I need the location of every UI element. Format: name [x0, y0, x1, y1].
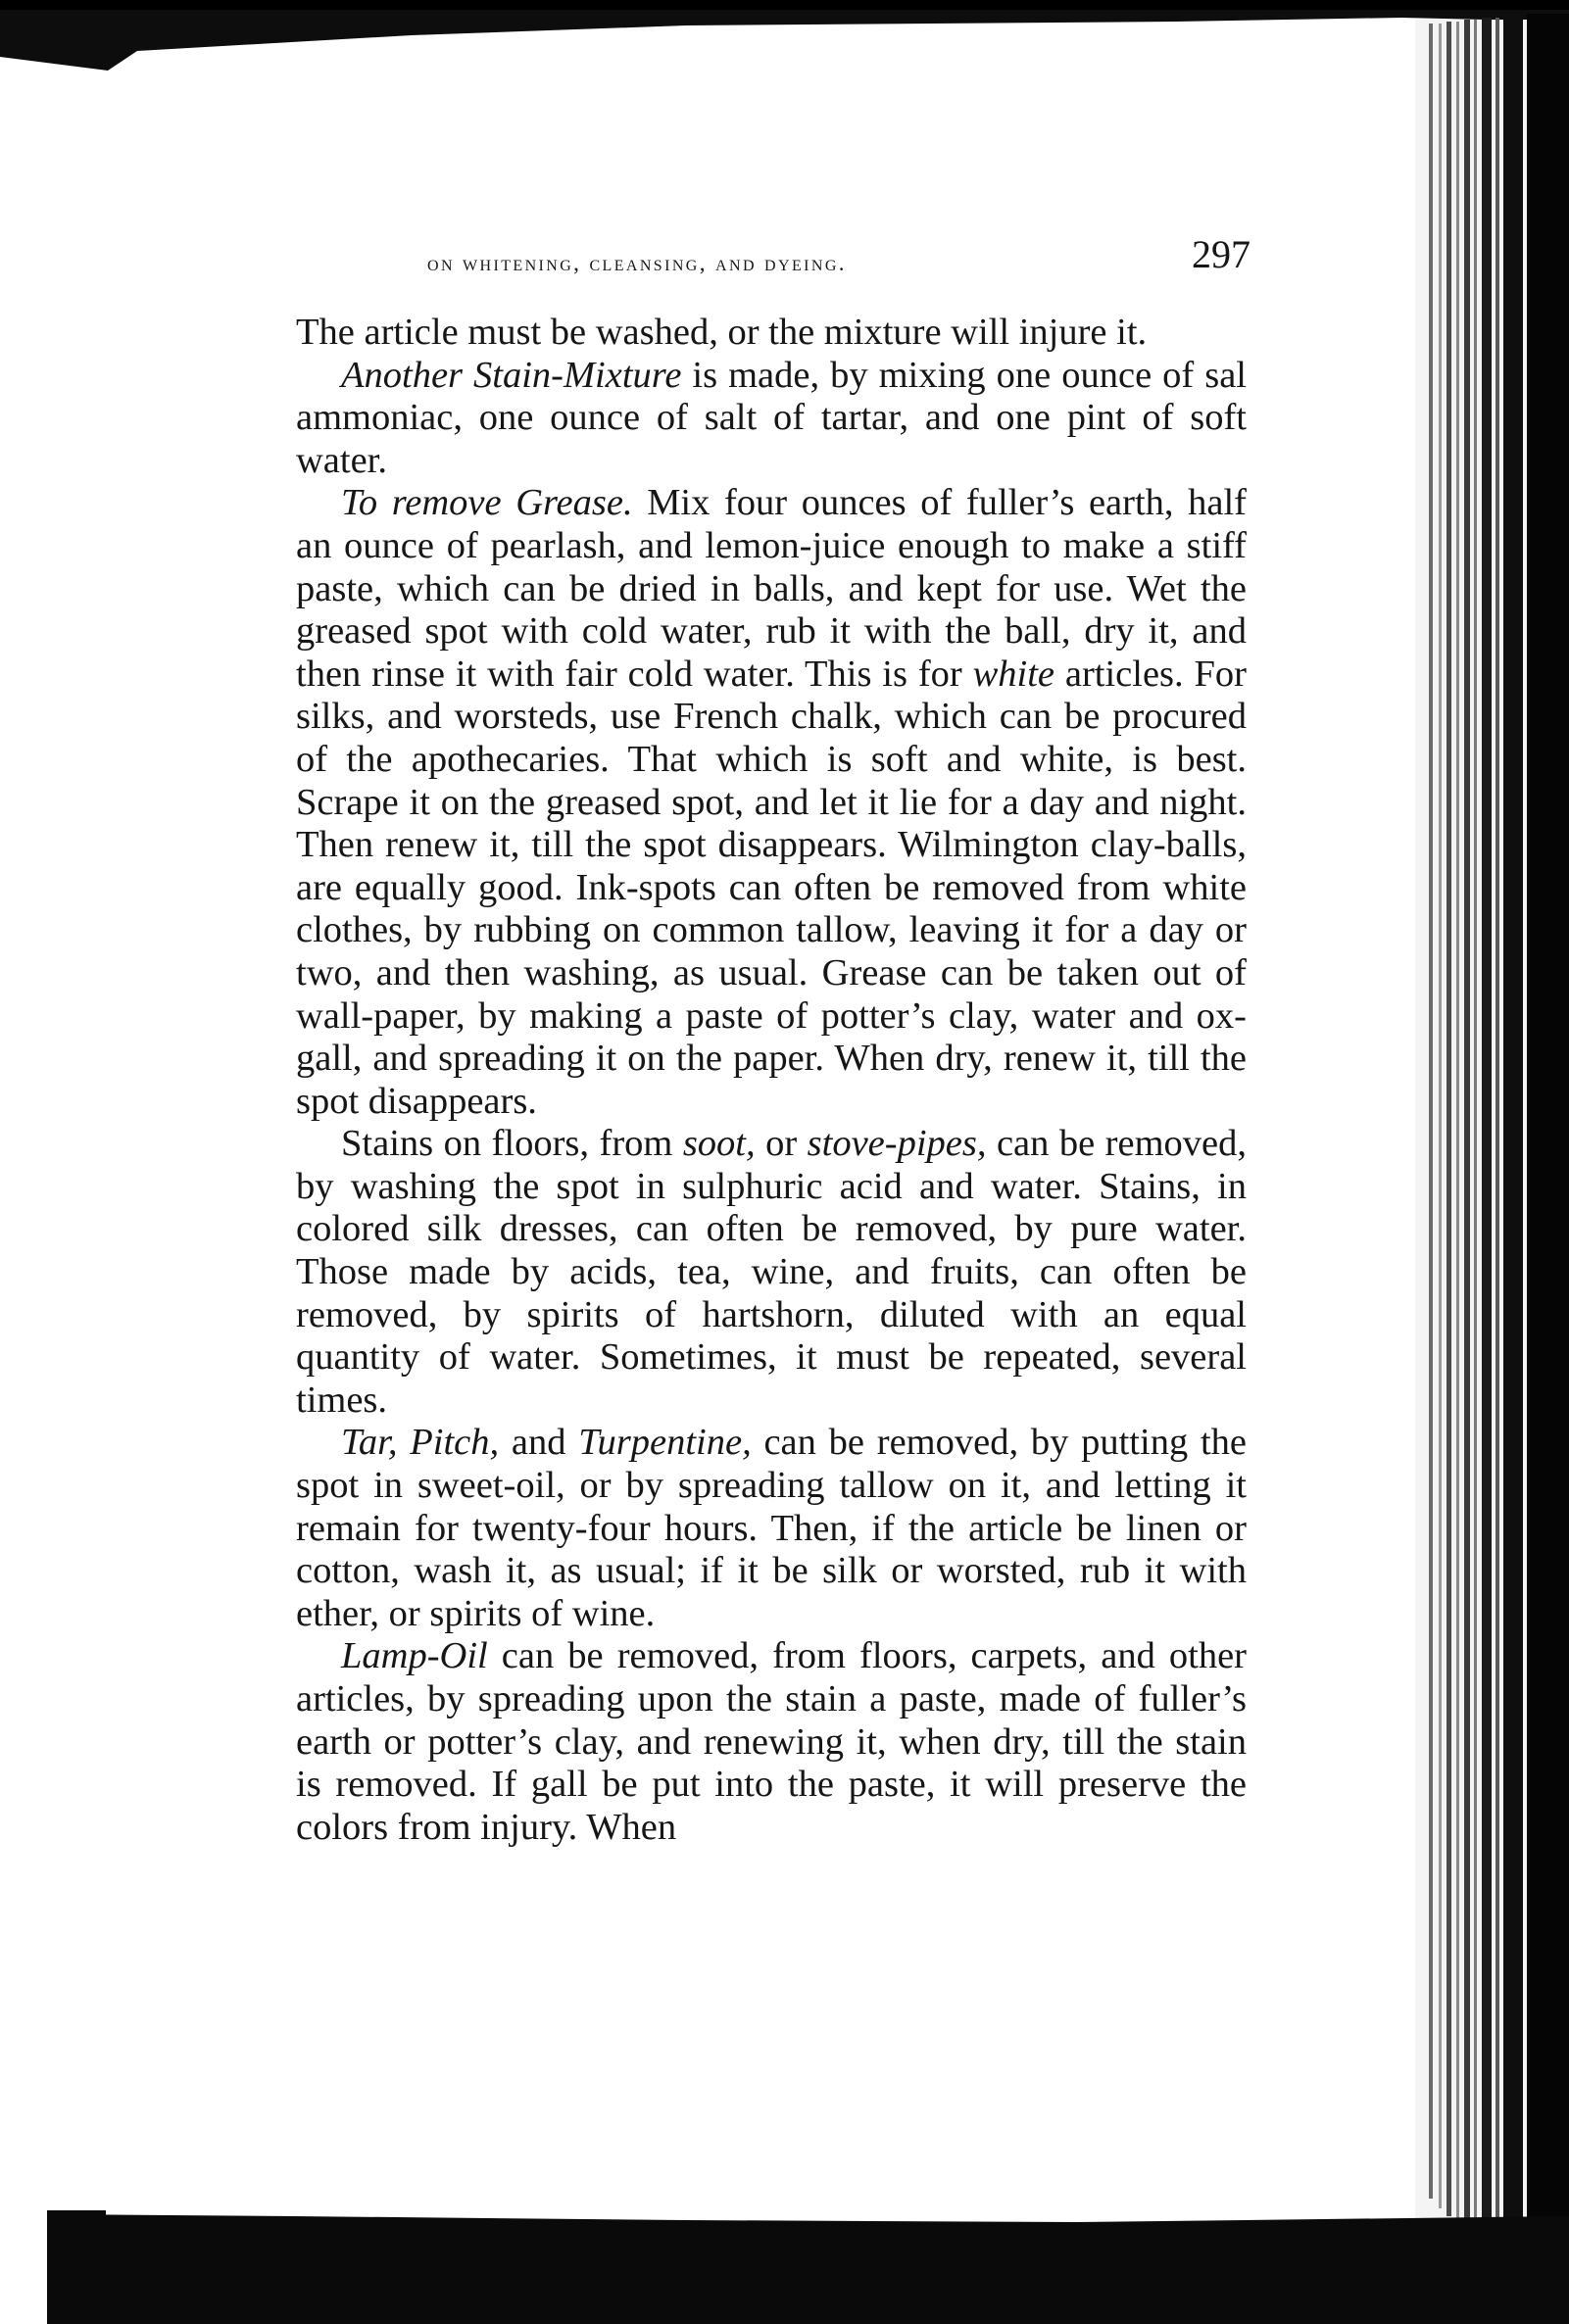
paragraph: [296, 1635, 1247, 1849]
right-page-edges: [1415, 14, 1569, 2324]
paragraph: [296, 355, 1247, 483]
text-run: articles. For silks, and worsteds, use French chalk, which can be procured of the apothecaries. That which is soft and white, is best. Scrape it on the greased spot, and let it lie for a day and night. Then renew it, till the spot disappears. Wilmington clay-balls, are equally good. Ink-spots can often be removed from white clothes, by rubbing on common tallow, leaving it for a day or two, and then washing, as usual. Grease can be taken out of wall-paper, by making a paste of potter’s clay, water and ox-gall, and spreading it on the paper. When dry, renew it, till the spot disappears.: [296, 653, 1247, 1122]
text-run: Mix four ounces of fuller’s earth, half an ounce of pearlash, and lemon-juice enough to make a stiff paste, which can be dried in balls, and kept for use. Wet the greased spot with cold water, rub it with the ball, dry it, and then rinse it with fair cold water. This is for: [296, 482, 1247, 695]
text-run: and: [499, 1422, 579, 1464]
text-run: can be removed, by washing the spot in sulphuric acid and water. Stains, in colored silk dresses, can often be removed, by pure water. Those made by acids, tea, wine, and fruits, can often be removed, by spirits of hartshorn, diluted with an equal quantity of water. Sometimes, it must be repeated, several times.: [296, 1123, 1247, 1421]
italic-run: To remove Grease.: [341, 482, 633, 524]
running-head: on whitening, cleansing, and dyeing.: [427, 251, 847, 275]
page-number: 297: [1192, 232, 1250, 276]
italic-run: Another Stain-Mixture: [341, 354, 682, 396]
italic-run: stove-pipes,: [807, 1123, 987, 1165]
text-run: can be removed, from floors, carpets, and other articles, by spreading upon the stain a paste, made of fuller’s earth or potter’s clay, and renewing it, when dry, till the stain is removed. If gall be put into the paste, it will preserve the colors from injury. When: [296, 1635, 1247, 1848]
paragraph: [296, 1422, 1247, 1635]
italic-run: soot,: [682, 1123, 756, 1165]
text-run: can be removed, by putting the spot in sweet-oil, or by spreading tallow on it, and letting it remain for twenty-four hours. Then, if the article be linen or cotton, wash it, as usual; if it be silk or worsted, rub it with ether, or spirits of wine.: [296, 1422, 1247, 1634]
italic-run: white: [972, 653, 1055, 695]
body-text: [296, 312, 1247, 1849]
page-header: [427, 231, 1250, 290]
italic-run: Tar, Pitch,: [341, 1422, 500, 1464]
text-run: Stains on floors, from: [341, 1123, 683, 1165]
paragraph: [296, 312, 1247, 355]
text-run: or: [755, 1123, 808, 1165]
paragraph: [296, 482, 1247, 1123]
bottom-scan-border: [47, 2210, 1569, 2324]
paragraph: [296, 1123, 1247, 1422]
italic-run: Lamp-Oil: [341, 1635, 488, 1677]
top-scan-border: [0, 0, 1569, 71]
text-run: The article must be washed, or the mixture will injure it.: [296, 312, 1148, 353]
text-run: is made, by mixing one ounce of sal ammoniac, one ounce of salt of tartar, and one pint of soft water.: [296, 354, 1247, 481]
italic-run: Turpentine,: [578, 1422, 752, 1464]
